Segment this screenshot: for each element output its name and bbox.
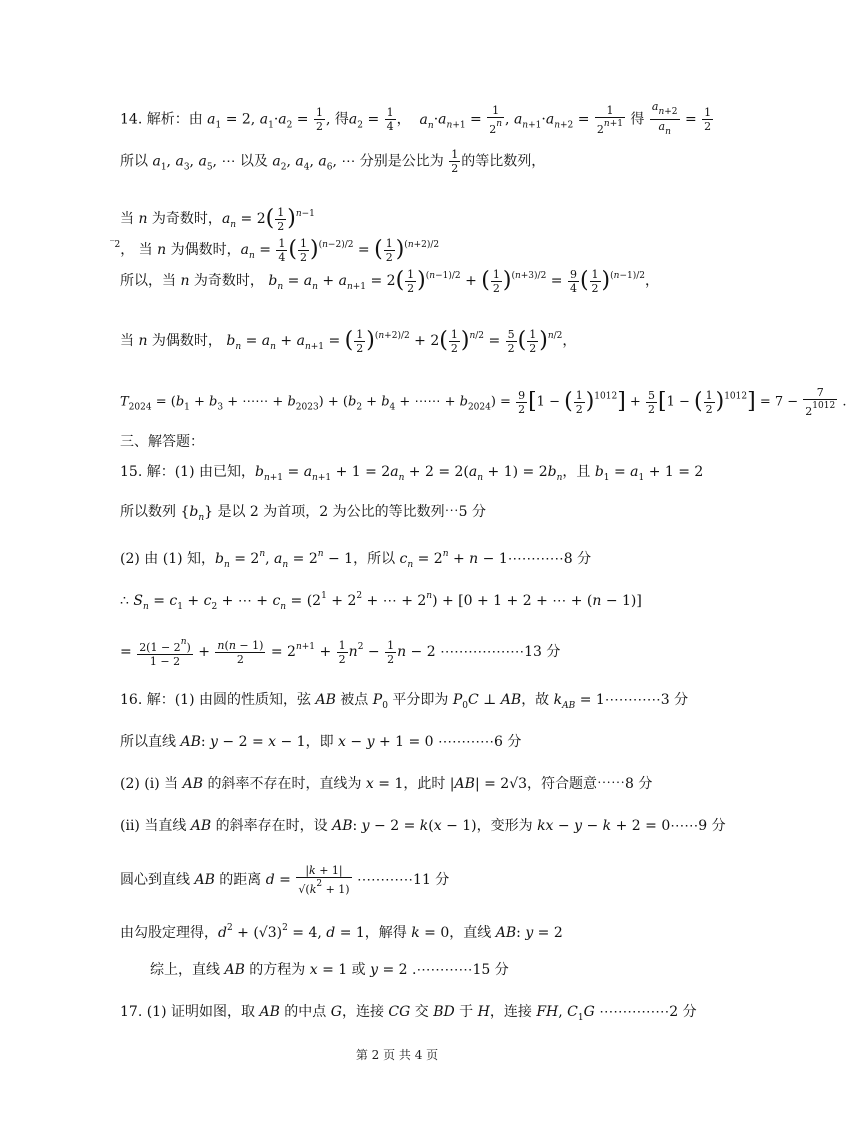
line-15-conclusion: 所以数列 $\{b_n\}$ 是以 2 为首项，2 为公比的等比数列⋯5 分 [120, 504, 487, 523]
line-17-part1: 17. (1) 证明如图，取 AB 的中点 G，连接 CG 交 BD 于 H，连接 FH, $C_1G$ ⋯⋯⋯⋯⋯2 分 [120, 1004, 697, 1023]
line-14-geometric: 所以 $a_1$, $a_3$, $a_5$, ⋯ 以及 $a_2$, $a_4$, $a_6$, ⋯ 分别是公比为 $\frac{1}{2}$ 的等比数列， [120, 148, 546, 175]
page-footer: 第 2 页 共 4 页 [355, 1048, 439, 1062]
line-15-sn: ∴ $S_n = c_1 + c_2$ + ⋯ + $c_n = (2^1 + 2^2$ + ⋯ + $2^n) + [0 + 1 + 2$ + ⋯ + (n − 1)] [120, 591, 642, 612]
line-16-case1: (2) (ⅰ) 当 AB 的斜率不存在时，直线为 x = 1，此时 |AB| = 2√3，符合题意⋯⋯8 分 [120, 776, 653, 792]
line-16-line-ab: 所以直线 AB: y − 2 = x − 1，即 x − y + 1 = 0 ⋯⋯⋯⋯6 分 [120, 734, 522, 750]
line-15-part1: 15. 解：(1) 由已知，$b_{n+1} = a_{n+1} + 1 = 2a_n + 2 = 2(a_n + 1) = 2b_n$，且 $b_1 = a_1 + 1 = 2$ [120, 464, 704, 483]
line-15-result: = $\frac{2(1 - 2^n)}{1 - 2}$ + $\frac{n(n - 1)}{2}$ = $2^{n+1}$ + $\frac{1}{2}$ $n^2$ − $\frac{1}{2}$ n − 2 ⋯⋯⋯⋯⋯⋯13 分 [120, 637, 561, 668]
line-14-an: 当 n 为奇数时，$a_n = 2$( $\frac{1}{2}$ )$^{n-1}$ $^{‾2}$， 当 n 为偶数时，$a_n$ = $\frac{1}{4}$ ( $\frac{1}{2}$ )$^{(n-2)/2}$ = ( $\frac{1}{2}$ )$^{(n+2)/2}$ [110, 205, 440, 264]
section-heading: 三、解答题： [120, 434, 204, 450]
line-16-distance: 圆心到直线 AB 的距离 d = $\frac{|k + 1|}{√(k^2 + 1)}$ ⋯⋯⋯⋯11 分 [120, 864, 450, 896]
line-16-case2: (ⅱ) 当直线 AB 的斜率存在时，设 AB: y − 2 = k(x − 1)，变形为 kx − y − k + 2 = 0⋯⋯9 分 [120, 818, 726, 834]
line-14-given: 14. 解析：由 $a_1 = 2$, $a_1\cdot a_2$ = $\frac{1}{2}$ , 得$a_2$ = $\frac{1}{4}$ ， $a_n\cdot a_{n+1}$ = $\frac{1}{2^n}$ , $a_{n+1}\cdot a_{n+2}$ = $\frac{1}{2^{n+1}}$ 得 $\frac{a_{n+2}}{a_n}$ = $\frac{1}{2}$ [120, 100, 712, 137]
line-16-conclusion: 综上，直线 AB 的方程为 x = 1 或 y = 2 .⋯⋯⋯⋯15 分 [150, 962, 509, 978]
line-15-part2: (2) 由 (1) 知，$b_n = 2^n$, $a_n = 2^n - 1$，所以 $c_n = 2^n + n$ − 1⋯⋯⋯⋯8 分 [120, 549, 592, 570]
line-14-t2024: $T_{2024} = (b_1 + b_3$ + ⋯⋯ + $b_{2023}) + (b_2 + b_4$ + ⋯⋯ + $b_{2024}$) = $\frac{9}{2}$ [1 − ( $\frac{1}{2}$ )$^{1012}$] + $\frac{5}{2}$ [1 − ( $\frac{1}{2}$ )$^{1012}$] = 7 − $\frac{7}{2^{1012}}$ . [120, 386, 846, 418]
line-16-part1: 16. 解：(1) 由圆的性质知，弦 AB 被点 $P_0$ 平分即为 $P_0C$ ⊥ AB，故 $k_{AB}$ = 1⋯⋯⋯⋯3 分 [120, 692, 689, 711]
line-14-bn-even: 当 n 为偶数时， $b_n = a_n + a_{n+1}$ = ( $\frac{1}{2}$ )$^{(n+2)/2}$ + 2( $\frac{1}{2}$ )$^{n/2}$ = $\frac{5}{2}$ ( $\frac{1}{2}$ )$^{n/2}$， [120, 327, 577, 355]
line-16-pythagoras: 由勾股定理得，$d^2 + (√3)^2 = 4$, d = 1，解得 k = 0，直线 AB: y = 2 [120, 923, 563, 941]
line-14-bn-odd: 所以，当 n 为奇数时， $b_n = a_n + a_{n+1} = 2$( $\frac{1}{2}$ )$^{(n-1)/2}$ + ( $\frac{1}{2}$ )$^{(n+3)/2}$ = $\frac{9}{4}$ ( $\frac{1}{2}$ )$^{(n-1)/2}$， [120, 267, 659, 295]
